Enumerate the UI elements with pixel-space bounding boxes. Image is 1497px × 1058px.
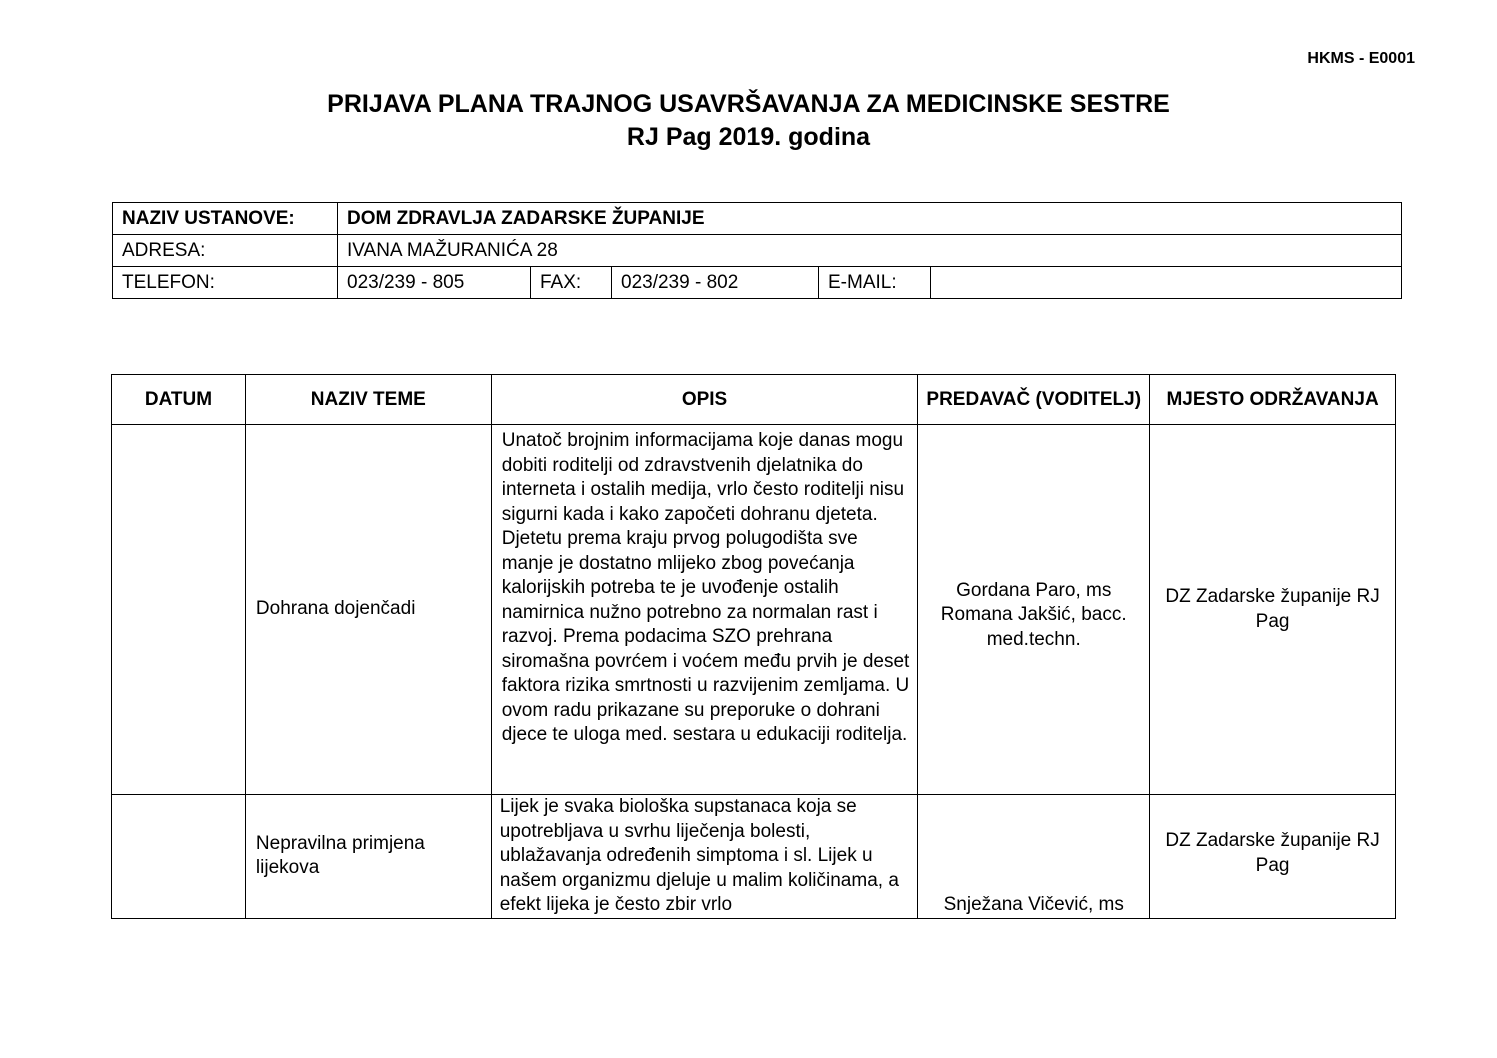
title-line-1: PRIJAVA PLANA TRAJNOG USAVRŠAVANJA ZA MEDICINSKE SESTRE bbox=[327, 90, 1170, 118]
row-opis: Unatoč brojnim informacijama koje danas mogu dobiti roditelji od zdravstvenih djelatnika do interneta i ostalih medija, vrlo često roditelji nisu sigurni kada i kako započeti dohranu djeteta. Djetetu prema kraju prvog polugodišta sve manje je dostatno mlijeko zbog povećanja kalorijskih potreba te je uvođenje ostalih namirnica nužno potrebno za normalan rast i razvoj. Prema podacima SZO prehrana siromašna povrćem i voćem među prvih je deset faktora rizika smrtnosti u razvijenim zemljama. U ovom radu prikazane su preporuke o dohrani djece te uloga med. sestara u edukaciji roditelja. bbox=[491, 425, 918, 795]
row-opis: Lijek je svaka biološka supstanaca koja se upotrebljava u svrhu liječenja bolesti, ublažavanja određenih simptoma i sl. Lijek u našem organizmu djeluje u malim količinama, a efekt lijeka je često zbir vrlo bbox=[491, 795, 918, 919]
row-datum bbox=[112, 425, 246, 795]
plan-header-row bbox=[112, 375, 1396, 425]
naziv-label: NAZIV USTANOVE: bbox=[113, 203, 338, 235]
table-row bbox=[112, 425, 1396, 795]
row-mjesto: DZ Zadarske županije RJ Pag bbox=[1150, 425, 1396, 795]
row-predavac: Snježana Vičević, ms bbox=[918, 795, 1150, 919]
row-tema: Dohrana dojenčadi bbox=[245, 425, 491, 795]
header-datum: DATUM bbox=[112, 375, 246, 425]
naziv-value: DOM ZDRAVLJA ZADARSKE ŽUPANIJE bbox=[338, 203, 1402, 235]
header-mjesto: MJESTO ODRŽAVANJA bbox=[1150, 375, 1396, 425]
institution-info-table bbox=[112, 202, 1402, 299]
table-row bbox=[112, 795, 1396, 919]
row-mjesto: DZ Zadarske županije RJ Pag bbox=[1150, 795, 1396, 919]
header-opis: OPIS bbox=[491, 375, 918, 425]
telefon-value: 023/239 - 805 bbox=[338, 267, 531, 299]
fax-label: FAX: bbox=[531, 267, 612, 299]
header-predavac: PREDAVAČ (VODITELJ) bbox=[918, 375, 1150, 425]
header-naziv-teme: NAZIV TEME bbox=[245, 375, 491, 425]
row-predavac: Gordana Paro, ms Romana Jakšić, bacc. med.techn. bbox=[918, 425, 1150, 795]
info-row-naziv bbox=[113, 203, 1402, 235]
adresa-label: ADRESA: bbox=[113, 235, 338, 267]
fax-value: 023/239 - 802 bbox=[612, 267, 819, 299]
row-datum bbox=[112, 795, 246, 919]
plan-table bbox=[111, 374, 1396, 919]
email-value bbox=[931, 267, 1402, 299]
adresa-value: IVANA MAŽURANIĆA 28 bbox=[338, 235, 1402, 267]
info-row-contact bbox=[113, 267, 1402, 299]
title-line-2: RJ Pag 2019. godina bbox=[626, 123, 871, 151]
document-title bbox=[0, 88, 1497, 154]
document-code: HKMS - E0001 bbox=[1307, 50, 1415, 67]
email-label: E-MAIL: bbox=[819, 267, 931, 299]
info-row-adresa bbox=[113, 235, 1402, 267]
telefon-label: TELEFON: bbox=[113, 267, 338, 299]
row-tema: Nepravilna primjena lijekova bbox=[245, 795, 491, 919]
